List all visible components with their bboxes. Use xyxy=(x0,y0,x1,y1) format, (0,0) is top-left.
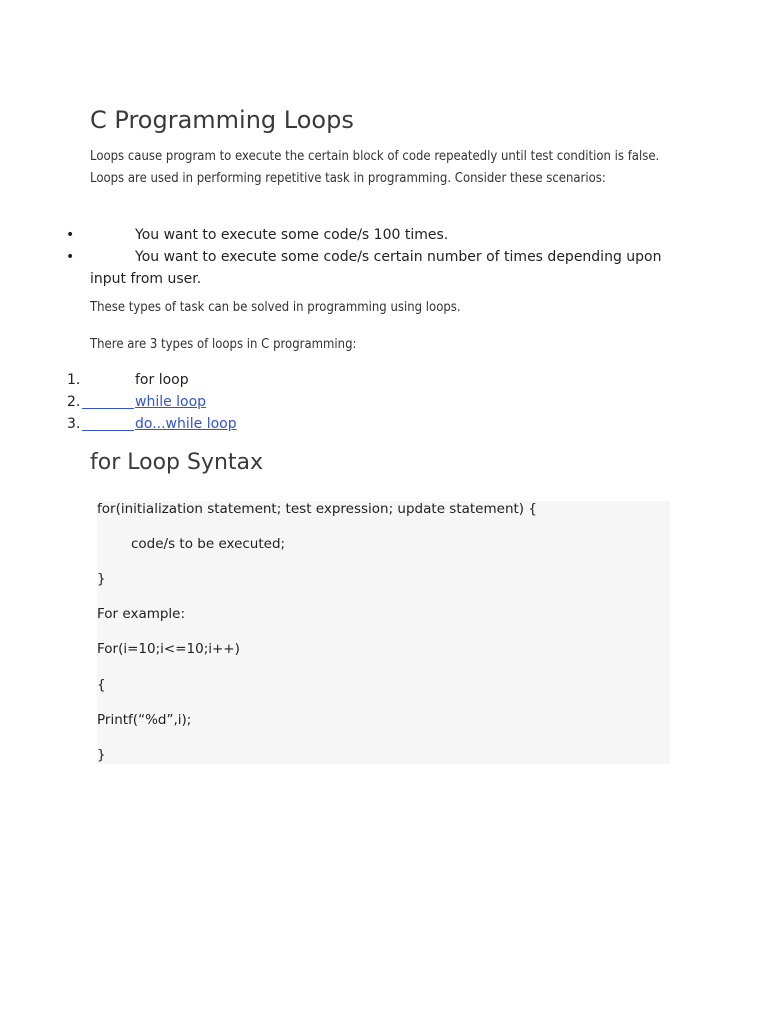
paragraph-types: There are 3 types of loops in C programming: xyxy=(90,337,357,352)
list-item-continuation xyxy=(0,268,768,290)
bullet-text: You want to execute some code/s certain number of times depending upon xyxy=(135,249,662,265)
code-line: For example: xyxy=(97,606,186,622)
code-line: for(initialization statement; test expression; update statement) { xyxy=(97,501,537,517)
list-number: 1. xyxy=(67,372,81,388)
code-line: } xyxy=(97,747,106,763)
syntax-heading: for Loop Syntax xyxy=(90,450,264,475)
list-item-do-while-loop[interactable] xyxy=(0,413,768,435)
code-line: code/s to be executed; xyxy=(131,536,286,552)
intro-paragraph: Loops cause program to execute the certain block of code repeatedly until test condition is false. Loops are used in performing repetitive task in programming. Consider these scenarios: xyxy=(90,149,660,186)
bullet-text: You want to execute some code/s 100 times. xyxy=(135,227,449,243)
list-item-while-loop[interactable] xyxy=(0,391,768,413)
list-number: 2. xyxy=(67,394,81,410)
code-line: Printf(“%d”,i); xyxy=(97,712,192,728)
list-item xyxy=(0,224,768,246)
code-line: { xyxy=(97,677,106,693)
code-line: } xyxy=(97,571,106,587)
code-line: For(i=10;i<=10;i++) xyxy=(97,641,240,657)
link-underline xyxy=(82,408,134,409)
bullet-text-continuation: input from user. xyxy=(90,271,202,287)
loop-types-list xyxy=(0,369,768,435)
scenario-bullet-list xyxy=(0,224,768,290)
bullet-icon: • xyxy=(66,249,75,265)
link-underline xyxy=(82,430,134,431)
do-while-loop-link[interactable]: do...while loop xyxy=(135,416,237,432)
page-title: C Programming Loops xyxy=(90,106,354,134)
list-label: for loop xyxy=(135,372,189,388)
while-loop-link[interactable]: while loop xyxy=(135,394,207,410)
list-item-for-loop xyxy=(0,369,768,391)
list-number: 3. xyxy=(67,416,81,432)
list-item xyxy=(0,246,768,268)
bullet-icon: • xyxy=(66,227,75,243)
paragraph-solved: These types of task can be solved in programming using loops. xyxy=(90,300,461,315)
